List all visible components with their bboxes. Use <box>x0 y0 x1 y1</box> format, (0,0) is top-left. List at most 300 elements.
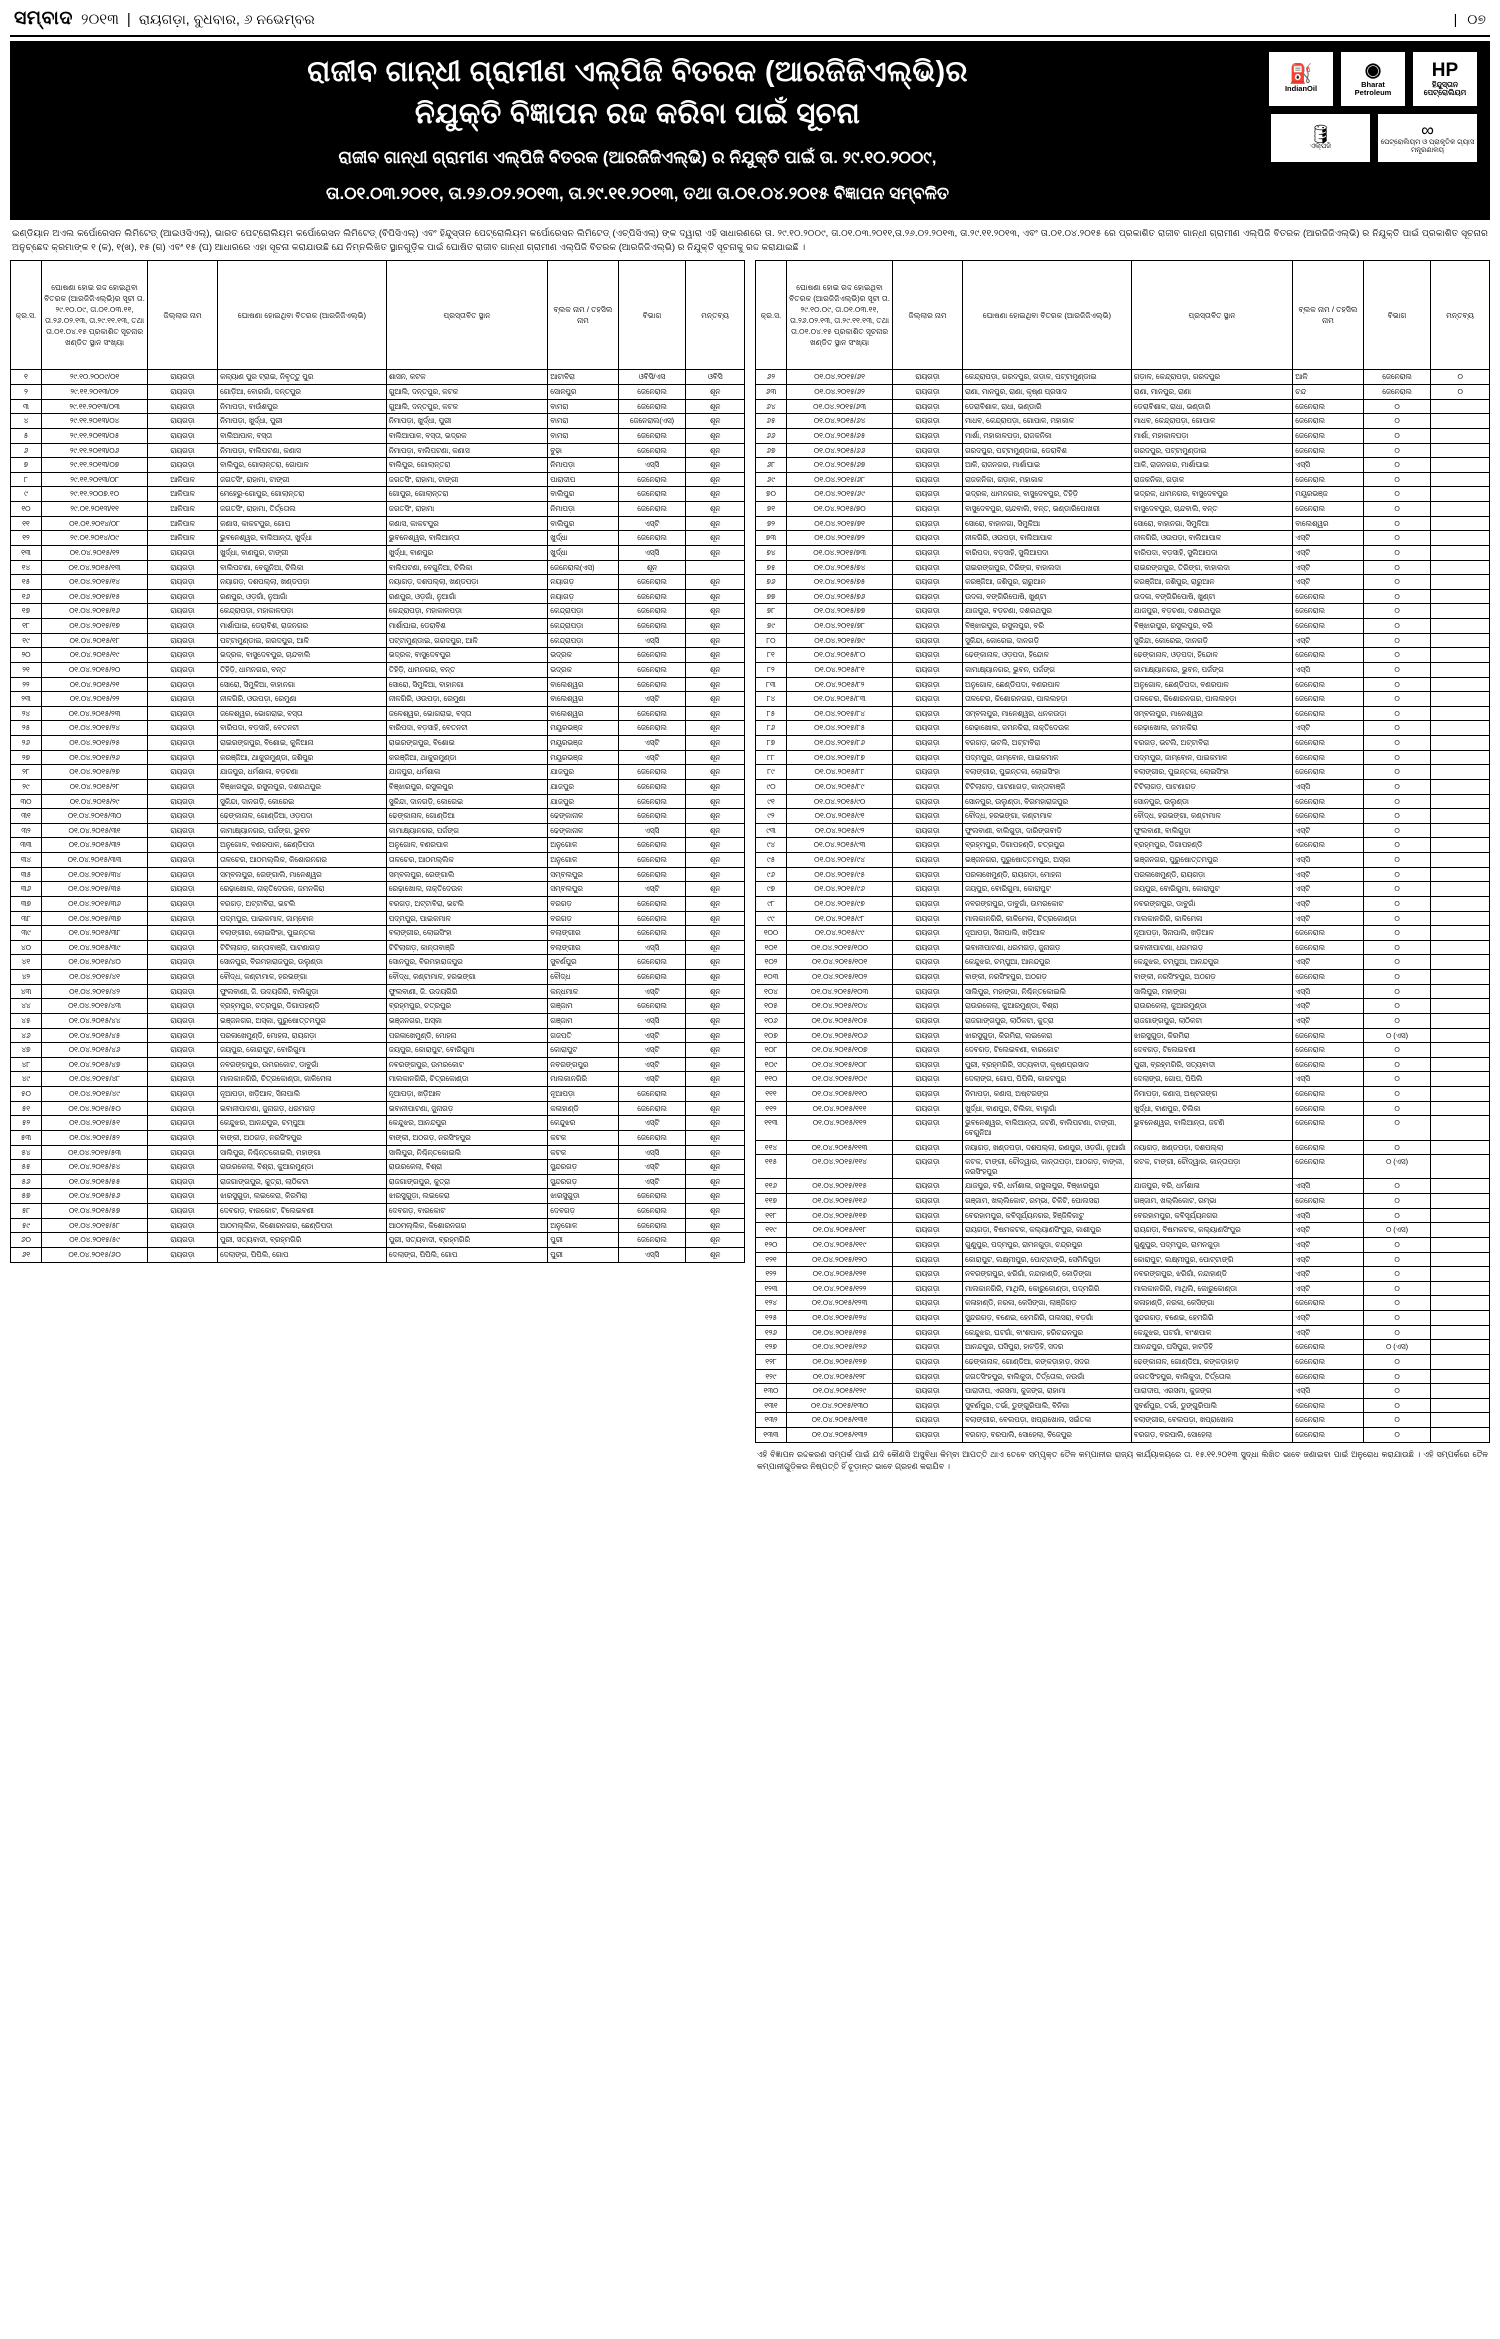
cell-serial: ୧୦୪ <box>756 984 787 999</box>
cell-district: ରାୟଗଡ଼ା <box>148 955 218 970</box>
table-row <box>756 1237 1490 1252</box>
cell-proposed-location: ସାଲିପୁର, ମହାଙ୍ଗା <box>1131 984 1292 999</box>
cell-serial: ୧୦୫ <box>756 999 787 1014</box>
masthead <box>10 41 1490 220</box>
cell-proposed-location: ସୁକିନ୍ଦା, କୋରେଇ, ଦାନଗଡ଼ି <box>1131 633 1292 648</box>
header-proposed-location: ପ୍ରସ୍ତାବିତ ସ୍ଥାନ <box>1131 261 1292 370</box>
cell-category: ୦ <box>1363 911 1431 926</box>
cell-block: ଜେନେରାଲ <box>1293 472 1363 487</box>
cell-block: ଜେନେରାଲ <box>1293 838 1363 853</box>
subheadline-line-2: ତା.୦୧.୦୩.୨୦୧୧, ତା.୨୬.୦୨.୨୦୧୩, ତା.୨୯.୧୧.୨୦୧୩, ତଥା ତା.୦୧.୦୪.୨୦୧୫ ବିଜ୍ଞାପନ ସମ୍ବଳିତ <box>325 184 949 204</box>
table-row <box>756 1398 1490 1413</box>
cell-district: ରାୟଗଡ଼ା <box>148 736 218 751</box>
cell-category: ଓବିସି/ଏସ <box>618 370 686 385</box>
cell-proposed-location: ଭବାନୀପାଟଣା, ଜୁନାଗଡ଼ <box>386 1101 547 1116</box>
cell-distributor: ବଲାଙ୍ଗୀର, ବେଲପଡ଼ା, ଖପ୍ରାଖୋଲ, ସଇଁତଳା <box>962 1413 1131 1428</box>
cell-block: ସୁନ୍ଦରଗଡ଼ <box>548 1160 618 1175</box>
cell-district: ରାୟଗଡ଼ା <box>893 809 963 824</box>
cell-category: ୦ <box>1363 458 1431 473</box>
cell-remarks: ଶୂନ <box>686 1160 745 1175</box>
cell-remarks: ଶୂନ <box>686 1204 745 1219</box>
cell-proposed-location: ସାଲିପୁର, ନିଶ୍ଚିନ୍ତକୋଇଲି <box>386 1145 547 1160</box>
cell-block: ପୁରୀ <box>548 1233 618 1248</box>
bharat-petroleum-logo <box>1340 51 1406 107</box>
cell-distributor: ନିମାପଡ଼ା, ବାଲିପଟଣା, କଣାସ <box>217 443 386 458</box>
header-serial: କ୍ର.ସ. <box>11 261 42 370</box>
cell-reference: ୦୧.୦୪.୨୦୧୫/୮୨ <box>786 677 892 692</box>
cell-block: ନିମାପଡ଼ା <box>548 502 618 517</box>
cell-remarks <box>1431 882 1490 897</box>
cell-block: ଖୁର୍ଦ୍ଧା <box>548 531 618 546</box>
cell-distributor: ରାଜଗାଙ୍ଗପୁର, ଲାଠିକଟା, କୁତ୍ରା <box>962 1013 1131 1028</box>
cell-serial: ୧୨୭ <box>756 1340 787 1355</box>
cell-distributor: ଜୟପୁର, କୋରାପୁଟ, ବୋରିଗୁମା <box>217 1043 386 1058</box>
cell-distributor: ରାୟଗଡ଼ା, ବିଷମକଟକ, କଲ୍ୟାଣସିଂପୁର, କାଶୀପୁର <box>962 1223 1131 1238</box>
cell-district: ରାୟଗଡ଼ା <box>148 1218 218 1233</box>
cell-category: ୦ <box>1363 867 1431 882</box>
cell-remarks <box>1431 1384 1490 1399</box>
cell-proposed-location: ସୋରୋ, ସିମୁଳିଆ, ବାହାନଗା <box>386 677 547 692</box>
cell-distributor: ବାରିପଦା, ବଡ଼ସାହି, ବେତନଟୀ <box>217 721 386 736</box>
cell-category: ଶୂନ <box>618 560 686 575</box>
cell-category: ୦ <box>1363 1252 1431 1267</box>
cell-category: ଜେନେରାଲ <box>618 970 686 985</box>
cell-distributor: ଝାରସୁଗୁଡ଼ା, ଲଇକେରା, କିରମିରା <box>217 1189 386 1204</box>
cell-reference: ୦୧.୦୪.୨୦୧୫/୫୯ <box>41 1233 147 1248</box>
cell-distributor: ବ୍ରହ୍ମପୁର, ଡିଗାପହଣ୍ଡି, ଚତ୍ରପୁର <box>962 838 1131 853</box>
cell-district: ରାୟଗଡ଼ା <box>148 926 218 941</box>
cell-block: ଏସ୍‌ଟି <box>1293 531 1363 546</box>
cell-block: ଏସ୍‌ଟି <box>1293 1267 1363 1282</box>
cell-serial: ୮୨ <box>756 662 787 677</box>
cell-category: ଏସ୍‌ଟି <box>618 1043 686 1058</box>
table-row <box>756 896 1490 911</box>
cell-category: ଏସ୍‌ଟି <box>618 984 686 999</box>
cell-remarks: ଶୂନ <box>686 472 745 487</box>
cell-category: ୦ <box>1363 1013 1431 1028</box>
cell-reference: ୦୧.୦୪.୨୦୧୫/୨୯ <box>41 794 147 809</box>
cell-category: ୦ <box>1363 677 1431 692</box>
cell-distributor: ଖୁର୍ଦ୍ଧା, ବାଣପୁର, ଟାଙ୍ଗୀ <box>217 545 386 560</box>
cell-remarks <box>1431 692 1490 707</box>
cell-proposed-location: ମାଲକାନଗିରି, କାଳିମେଳା <box>1131 911 1292 926</box>
cell-reference: ୦୧.୦୪.୨୦୧୫/୨୮ <box>41 779 147 794</box>
cell-proposed-location: ଆନନ୍ଦପୁର, ଘସିପୁରା, ହାଟଡ଼ିହି <box>1131 1340 1292 1355</box>
cell-category: ୦ <box>1363 794 1431 809</box>
cell-proposed-location: ଦେଲାଙ୍ଗ, ଗୋପ, ପିପିଲି <box>1131 1072 1292 1087</box>
cell-serial: ୯୫ <box>756 853 787 868</box>
cell-district: ରାୟଗଡ଼ା <box>893 428 963 443</box>
cell-reference: ୦୧.୦୪.୨୦୧୫/୮୫ <box>786 721 892 736</box>
cell-category: ୦ <box>1363 633 1431 648</box>
cell-distributor: କଳ୍ୟାଣ ପୁର ଟ୍ରାଇ, ନିବୃତ୍ତୁ ପୁର <box>217 370 386 385</box>
cell-category: ୦ <box>1363 970 1431 985</box>
table-row <box>11 911 745 926</box>
cell-distributor: ବାଙ୍କୀ, ନରସିଂହପୁର, ଅଠଗଡ଼ <box>962 970 1131 985</box>
cell-remarks <box>1431 1252 1490 1267</box>
cell-serial: ୩୧ <box>11 809 42 824</box>
bp-emblem-icon: ◉ <box>1364 59 1382 81</box>
scheme-logo-row <box>1270 113 1478 163</box>
cell-proposed-location: ବରଗଡ଼, ଭଟଲି, ଅଟ୍ଟାବିରା <box>1131 736 1292 751</box>
cell-remarks: ଶୂନ <box>686 575 745 590</box>
cell-serial: ୪୫ <box>11 1013 42 1028</box>
cell-serial: ୪୬ <box>11 1028 42 1043</box>
cell-proposed-location: ଆଠମଲ୍ଲିକ, କିଶୋରନଗର <box>386 1218 547 1233</box>
cell-proposed-location: ବଲାଙ୍ଗୀର, ବେଲପଡ଼ା, ଖପ୍ରାଖୋଲ <box>1131 1413 1292 1428</box>
cell-block: ଜେନେରାଲ <box>1293 1413 1363 1428</box>
cell-reference: ୦୧.୦୪.୨୦୧୫/୧୭ <box>41 619 147 634</box>
table-row <box>756 867 1490 882</box>
cell-district: ରାୟଗଡ଼ା <box>893 853 963 868</box>
cell-district: ରାୟଗଡ଼ା <box>893 545 963 560</box>
cell-serial: ୨୩ <box>11 692 42 707</box>
cell-proposed-location: ସମ୍ବଲପୁର, ମାନେଶ୍ୱର <box>1131 706 1292 721</box>
cell-distributor: ସୁକିନ୍ଦା, ଦାନଗଡ଼ି, କୋରେଇ <box>217 794 386 809</box>
cell-distributor: ବାଲିପଟଣା, ବେଗୁନିଆ, ଚିଲିକା <box>217 560 386 575</box>
cell-remarks: ଶୂନ <box>686 838 745 853</box>
table-row <box>11 531 745 546</box>
cell-reference: ୦୧.୦୪.୨୦୧୫/୯୦ <box>786 794 892 809</box>
cell-remarks <box>1431 1267 1490 1282</box>
table-row <box>756 1194 1490 1209</box>
cell-block: ଏସ୍‌ସି <box>1293 853 1363 868</box>
hp-emblem-icon: HP <box>1431 59 1459 81</box>
cell-category: ଜେନେରାଲ <box>618 589 686 604</box>
cell-distributor: ନୀଳଗିରି, ଓଉପଡ଼ା, ବାଲିଆପାଳ <box>962 531 1131 546</box>
cell-reference: ୦୧.୦୪.୨୦୧୫/୧୬ <box>41 604 147 619</box>
cell-block: ଏସ୍‌ସି <box>1293 1179 1363 1194</box>
cell-district: ଆଳିପାଳ <box>148 487 218 502</box>
cell-block: ଜେନେରାଲ <box>1293 1296 1363 1311</box>
cell-block: କଟକ <box>548 1130 618 1145</box>
cell-block: ନବରଙ୍ଗପୁର <box>548 1057 618 1072</box>
cell-proposed-location: ଜଗତସିଂ, ରାହାମା <box>386 502 547 517</box>
cell-block: ଯାଜପୁର <box>548 779 618 794</box>
cell-remarks: ଶୂନ <box>686 1247 745 1262</box>
strip-right-mark: | <box>1453 11 1458 27</box>
table-row <box>756 370 1490 385</box>
cell-block: ମାଲକାନଗିରି <box>548 1072 618 1087</box>
table-row <box>756 838 1490 853</box>
cell-remarks <box>1431 1413 1490 1428</box>
cell-proposed-location: ବାଙ୍କୀ, ନରସିଂହପୁର, ଅଠଗଡ଼ <box>1131 970 1292 985</box>
cell-district: ରାୟଗଡ଼ା <box>893 1043 963 1058</box>
cell-proposed-location: ବାସୁଦେବପୁର, ଚାନ୍ଦବାଲି, ବନ୍ତ <box>1131 502 1292 517</box>
cell-block: ଯାଜପୁର <box>548 794 618 809</box>
cell-remarks: ଶୂନ <box>686 692 745 707</box>
cell-distributor: ପାରାଦୀପ, ଏରସମା, କୁଜଙ୍ଗ, ରାହାମା <box>962 1384 1131 1399</box>
cell-proposed-location: ପଦ୍ମପୁର, ପାଇକମାଳ <box>386 911 547 926</box>
cell-district: ରାୟଗଡ଼ା <box>893 1384 963 1399</box>
cell-block: କଳାହାଣ୍ଡି <box>548 1101 618 1116</box>
cell-remarks <box>1431 1428 1490 1443</box>
cell-category: ଏସ୍‌ଟି <box>618 1160 686 1175</box>
cell-district: ରାୟଗଡ଼ା <box>148 838 218 853</box>
table-header-row <box>756 261 1490 370</box>
cell-serial: ୧୨୫ <box>756 1311 787 1326</box>
cell-serial: ୫୯ <box>11 1218 42 1233</box>
cell-block: ଜେନେରାଲ <box>1293 428 1363 443</box>
cell-reference: ୦୧.୦୪.୨୦୧୫/୬୧ <box>786 370 892 385</box>
cell-district: ରାୟଗଡ଼ା <box>148 999 218 1014</box>
cell-remarks <box>1431 1116 1490 1140</box>
cell-proposed-location: କାମାକ୍ଷ୍ୟାନଗର, ଭୁବନ, ପର୍ଜଙ୍ଗ <box>1131 662 1292 677</box>
cell-district: ରାୟଗଡ଼ା <box>148 575 218 590</box>
table-header-row <box>11 261 745 370</box>
cell-reference: ୦୧.୦୪.୨୦୧୫/୬୦ <box>41 1247 147 1262</box>
cell-proposed-location: ଢେଙ୍କାନାଳ, ଗୋଣ୍ଡିଆ, କଙ୍କଡ଼ାହାଡ଼ <box>1131 1354 1292 1369</box>
cell-proposed-location: ଶାସନ, କଟକ <box>386 370 547 385</box>
cell-remarks <box>1431 414 1490 429</box>
cell-district: ରାୟଗଡ଼ା <box>893 1325 963 1340</box>
cell-category: ୦ <box>1363 560 1431 575</box>
cell-category: ଏସ୍‌ସି <box>618 545 686 560</box>
cell-district: ରାୟଗଡ଼ା <box>893 1087 963 1102</box>
cell-block: ଏସ୍‌ଟି <box>1293 1252 1363 1267</box>
table-row <box>11 1028 745 1043</box>
cell-distributor: ମାର୍ଶା, ମହାକାଳପଡ଼ା, ରାଜକନିକା <box>962 428 1131 443</box>
table-row <box>11 414 745 429</box>
cell-distributor: ଭୁବନେଶ୍ୱର, ବାଲିଆନ୍ତା, ଜଟଣି, ବାଲିପଟଣା, ଟାଙ୍ଗୀ, ବେଗୁନିଆ <box>962 1116 1131 1140</box>
cell-serial: ୨୪ <box>11 706 42 721</box>
cell-category: ଜେନେରାଲ <box>618 662 686 677</box>
cell-block: ଦେବଗଡ଼ <box>548 1204 618 1219</box>
cell-district: ରାୟଗଡ଼ା <box>893 1101 963 1116</box>
table-row <box>11 385 745 400</box>
cell-reference: ୦୧.୦୪.୨୦୧୫/୧୯ <box>41 648 147 663</box>
cell-category: ୦ (ଏସ) <box>1363 1340 1431 1355</box>
table-row <box>756 823 1490 838</box>
cell-serial: ୧୨୨ <box>756 1267 787 1282</box>
cell-serial: ୧୩୨ <box>756 1413 787 1428</box>
cell-category: ୦ <box>1363 1311 1431 1326</box>
cell-remarks <box>1431 794 1490 809</box>
cell-proposed-location: ନବରଙ୍ଗପୁର, ଉମରକୋଟ <box>386 1057 547 1072</box>
cell-category: ଜେନେରାଲ <box>618 502 686 517</box>
cell-block: ଏସ୍‌ସି <box>1293 1072 1363 1087</box>
cell-remarks: ଶୂନ <box>686 1087 745 1102</box>
cell-district: ରାୟଗଡ଼ା <box>148 940 218 955</box>
cell-proposed-location: ଯାଜପୁର, ବଡ଼ଚଣା, ଦଶରଥପୁର <box>1131 604 1292 619</box>
cell-reference: ୦୧.୦୪.୨୦୧୫/୮୮ <box>786 765 892 780</box>
cell-distributor: ଗୁଣୁପୁର, ପଦ୍ମପୁର, ରାମନଗୁଡ଼ା, ଚନ୍ଦ୍ରପୁର <box>962 1237 1131 1252</box>
cell-serial: ୫୮ <box>11 1204 42 1219</box>
table-row <box>11 867 745 882</box>
cell-remarks: ଶୂନ <box>686 677 745 692</box>
cell-distributor: ରାଇରଙ୍ଗପୁର, ତିରିଙ୍ଗ, ବାହାଲଦା <box>962 560 1131 575</box>
cell-block: କୋରାପୁଟ <box>548 1043 618 1058</box>
cell-reference: ୦୧.୦୪.୨୦୧୫/୭୫ <box>786 575 892 590</box>
right-column <box>755 260 1490 1472</box>
table-row <box>756 1087 1490 1102</box>
cell-reference: ୦୧.୦୪.୨୦୧୫/୧୨୫ <box>786 1325 892 1340</box>
cell-district: ରାୟଗଡ଼ା <box>148 1233 218 1248</box>
cell-category: ଜେନେରାଲ <box>618 853 686 868</box>
cell-category: ୦ <box>1363 399 1431 414</box>
cell-reference: ୦୧.୦୪.୨୦୧୫/୨୪ <box>41 721 147 736</box>
cell-category: ୦ <box>1363 692 1431 707</box>
cell-serial: ୧୩୧ <box>756 1398 787 1413</box>
cell-reference: ୦୧.୦୪.୨୦୧୫/୨୫ <box>41 736 147 751</box>
cell-block: ଏସ୍‌ଟି <box>1293 867 1363 882</box>
cell-block: ଜେନେରାଲ <box>1293 750 1363 765</box>
cell-remarks: ଶୂନ <box>686 633 745 648</box>
table-row <box>756 589 1490 604</box>
cell-serial: ୧୦ <box>11 502 42 517</box>
cell-category: ୦ <box>1363 502 1431 517</box>
cell-district: ରାୟଗଡ଼ା <box>893 823 963 838</box>
table-row <box>11 853 745 868</box>
cell-block: ବାଲେଶ୍ୱର <box>548 677 618 692</box>
cell-remarks <box>1431 1354 1490 1369</box>
cell-block: ବାମରା <box>548 414 618 429</box>
cell-reference: ୦୧.୦୪.୨୦୧୫/୯୧ <box>786 809 892 824</box>
cell-proposed-location: ଭବାନୀପାଟଣା, ଧରମଗଡ଼ <box>1131 940 1292 955</box>
cell-distributor: ତିହିଡ଼ି, ଧାମନଗର, ବନ୍ତ <box>217 662 386 677</box>
cell-district: ରାୟଗଡ଼ା <box>148 1087 218 1102</box>
cell-category: ଏସ୍‌ସି <box>618 823 686 838</box>
hindustan-petroleum-logo-caption: ହିନ୍ଦୁସ୍ତାନ ପେଟ୍ରୋଲିୟମ <box>1423 79 1467 97</box>
cell-remarks: ଶୂନ <box>686 619 745 634</box>
cell-reference: ୦୧.୦୪.୨୦୧୫/୭୬ <box>786 589 892 604</box>
cell-proposed-location: କୋରାପୁଟ, ଲକ୍ଷ୍ମୀପୁର, ପୋଟ୍ଟାଙ୍ଗି <box>1131 1252 1292 1267</box>
cell-remarks <box>1431 1340 1490 1355</box>
cell-reference: ୦୧.୦୪.୨୦୧୫/୧୧୩ <box>786 1140 892 1155</box>
cell-distributor: କରଞ୍ଜିଆ, ଥାକୁରମୁଣ୍ଡା, ଜଶିପୁର <box>217 750 386 765</box>
cell-proposed-location: ତିହିଡ଼ି, ଧାମନଗର, ବନ୍ତ <box>386 662 547 677</box>
cell-remarks <box>1431 1398 1490 1413</box>
cell-block: ଜେନେରାଲ <box>1293 794 1363 809</box>
cell-remarks <box>1431 1140 1490 1155</box>
table-row <box>11 399 745 414</box>
cell-serial: ୨୦ <box>11 648 42 663</box>
cell-distributor: ପଦ୍ମପୁର, ଜାମ୍ବୋନ, ପାଇକମାଳ <box>962 750 1131 765</box>
cell-serial: ୫୦ <box>11 1087 42 1102</box>
cell-block: ମୟୂରଭଞ୍ଜ <box>1293 487 1363 502</box>
cell-category: ୦ <box>1363 1413 1431 1428</box>
cell-proposed-location: ଭୁବନେଶ୍ୱର, ବାଲିଆନ୍ତା <box>386 531 547 546</box>
table-row <box>756 882 1490 897</box>
cell-remarks <box>1431 1028 1490 1043</box>
cell-distributor: ଦେଲାଙ୍ଗ, ପିପିଲି, ଗୋପ <box>217 1247 386 1262</box>
cell-category: ୦ <box>1363 838 1431 853</box>
cell-district: ରାୟଗଡ଼ା <box>893 1179 963 1194</box>
cell-block: ଜେନେରାଲ <box>1293 1087 1363 1102</box>
cell-district: ରାୟଗଡ଼ା <box>893 385 963 400</box>
cell-proposed-location: ନୂଆପଡ଼ା, ଖଡ଼ିଆଳ <box>386 1087 547 1102</box>
cell-district: ରାୟଗଡ଼ା <box>148 896 218 911</box>
cell-distributor: ନବରଙ୍ଗପୁର, ଝରିଗାଁ, ନନ୍ଦାହାଣ୍ଡି, କୋଡ଼ିଙ୍ଗା <box>962 1267 1131 1282</box>
cell-district: ରାୟଗଡ଼ା <box>893 516 963 531</box>
cell-remarks <box>1431 531 1490 546</box>
cell-category: ଏସ୍‌ଟି <box>618 736 686 751</box>
cell-proposed-location: ସୁକିନ୍ଦା, ଦାନଗଡ଼ି, କୋରେଇ <box>386 794 547 809</box>
cell-category: ଜେନେରାଲ <box>1363 370 1431 385</box>
cell-reference: ୦୧.୦୪.୨୦୧୫/୯୪ <box>786 853 892 868</box>
cell-proposed-location: ପୁରୀ, ବ୍ରହ୍ମଗିରି, ସତ୍ୟବାଦୀ <box>1131 1057 1292 1072</box>
cell-block: ଜେନେରାଲ <box>1293 648 1363 663</box>
cell-proposed-location: ବାଙ୍କୀ, ଅଠଗଡ଼, ନରସିଂହପୁର <box>386 1130 547 1145</box>
cell-district: ରାୟଗଡ଼ା <box>893 1194 963 1209</box>
cell-reference: ୦୧.୦୪.୨୦୧୫/୧୧୨ <box>786 1116 892 1140</box>
cell-distributor: ବେରହାମପୁର, କବିସୂର୍ଯ୍ୟନଗର, ହିଞ୍ଜିଳିକାଟୁ <box>962 1208 1131 1223</box>
table-row <box>11 487 745 502</box>
cell-remarks <box>1431 706 1490 721</box>
cell-block: ଜେନେରାଲ <box>1293 1057 1363 1072</box>
cell-block: ଜେନେରାଲ <box>1293 926 1363 941</box>
cell-serial: ୧୧୫ <box>756 1155 787 1179</box>
cell-distributor: ଭଦ୍ରକ, ଧାମନଗର, ବାସୁଦେବପୁର, ତିହିଡ଼ି <box>962 487 1131 502</box>
cell-remarks <box>1431 750 1490 765</box>
cell-category: ୦ <box>1363 779 1431 794</box>
cell-category: ଜେନେରାଲ <box>618 487 686 502</box>
cell-district: ରାୟଗଡ଼ା <box>893 604 963 619</box>
cell-proposed-location: ମାଲକାନଗିରି, ଚିତ୍ରକୋଣ୍ଡା <box>386 1072 547 1087</box>
table-row <box>756 750 1490 765</box>
cell-remarks <box>1431 970 1490 985</box>
cell-block: ବରଗଡ଼ <box>548 896 618 911</box>
cell-district: ରାୟଗଡ଼ା <box>148 1116 218 1131</box>
table-row <box>756 1072 1490 1087</box>
cell-proposed-location: ଖୁର୍ଦ୍ଧା, ବାଣପୁର, ଚିଲିକା <box>1131 1101 1292 1116</box>
cell-serial: ୩୮ <box>11 911 42 926</box>
cell-reference: ୦୧.୦୪.୨୦୧୫/୧୩ <box>41 560 147 575</box>
table-row <box>756 1223 1490 1238</box>
cell-district: ରାୟଗଡ଼ା <box>893 765 963 780</box>
cell-category: ୦ <box>1363 809 1431 824</box>
cell-serial: ୫ <box>11 428 42 443</box>
cell-distributor: ପୁରୀ, ସତ୍ୟବାଦୀ, ବ୍ରହ୍ମଗିରି <box>217 1233 386 1248</box>
table-row <box>756 779 1490 794</box>
cell-block: ଜେନେରାଲ <box>1293 414 1363 429</box>
cell-proposed-location: ବାରିପଦା, ବଡ଼ସାହି, ବେତନଟୀ <box>386 721 547 736</box>
cell-district: ରାୟଗଡ଼ା <box>893 575 963 590</box>
cell-category: ୦ <box>1363 1267 1431 1282</box>
cell-block: ଏସ୍‌ଟି <box>1293 1325 1363 1340</box>
cell-proposed-location: ନୀଳଗିରି, ଓଉପଡ଼ା, ବାଲିଆପାଳ <box>1131 531 1292 546</box>
table-row <box>11 575 745 590</box>
cell-remarks <box>1431 1072 1490 1087</box>
cell-district: ରାୟଗଡ଼ା <box>148 1013 218 1028</box>
table-row <box>756 1155 1490 1179</box>
cell-reference: ୨୯.୧୦.୨୦୦୯/୦୧ <box>41 370 147 385</box>
cell-category: ୦ <box>1363 984 1431 999</box>
cell-reference: ୦୧.୦୪.୨୦୧୫/୪୩ <box>41 999 147 1014</box>
table-row <box>756 662 1490 677</box>
cell-district: ରାୟଗଡ଼ା <box>893 1369 963 1384</box>
cell-category: ୦ <box>1363 1398 1431 1413</box>
cell-remarks <box>1431 589 1490 604</box>
cell-category: ୦ <box>1363 516 1431 531</box>
cell-reference: ୦୧.୦୪.୨୦୧୫/୮୧ <box>786 662 892 677</box>
cell-proposed-location: ମାର୍ଶାଘାଇ, ଡେରାବିଶ <box>386 619 547 634</box>
cell-serial: ୨୬ <box>11 736 42 751</box>
cell-serial: ୧୨୯ <box>756 1369 787 1384</box>
cell-category: ଜେନେରାଲ <box>618 575 686 590</box>
cell-distributor: ଗୋଡ଼ିଆ, ବୋରଗାଁ, ଦନ୍ତପୁର <box>217 385 386 400</box>
cell-distributor: ପରଳାଖେମୁଣ୍ଡି, ରାୟଗଡ଼ା, ମୋହନା <box>962 867 1131 882</box>
cell-block: ଜେନେରାଲ <box>1293 1043 1363 1058</box>
cell-reference: ୦୧.୦୪.୨୦୧୫/୧୦୨ <box>786 970 892 985</box>
cell-remarks <box>1431 926 1490 941</box>
cell-block: ମୟୂରଭଞ୍ଜ <box>548 721 618 736</box>
headline-line-1: ରାଜୀବ ଗାନ୍ଧୀ ଗ୍ରାମୀଣ ଏଲ୍‌ପିଜି ବିତରକ (ଆରଜିଜିଏଲ୍‌ଭି)ର <box>307 56 968 88</box>
cell-distributor: ଗରଦପୁର, ପଟ୍ଟାମୁଣ୍ଡାଇ, ଡେରାବିଶ <box>962 443 1131 458</box>
cell-proposed-location: ପଦ୍ମପୁର, ଜାମ୍ବୋନ, ପାଇକମାଳ <box>1131 750 1292 765</box>
table-row <box>11 1145 745 1160</box>
cell-reference: ୦୧.୦୪.୨୦୧୫/୪୪ <box>41 1013 147 1028</box>
